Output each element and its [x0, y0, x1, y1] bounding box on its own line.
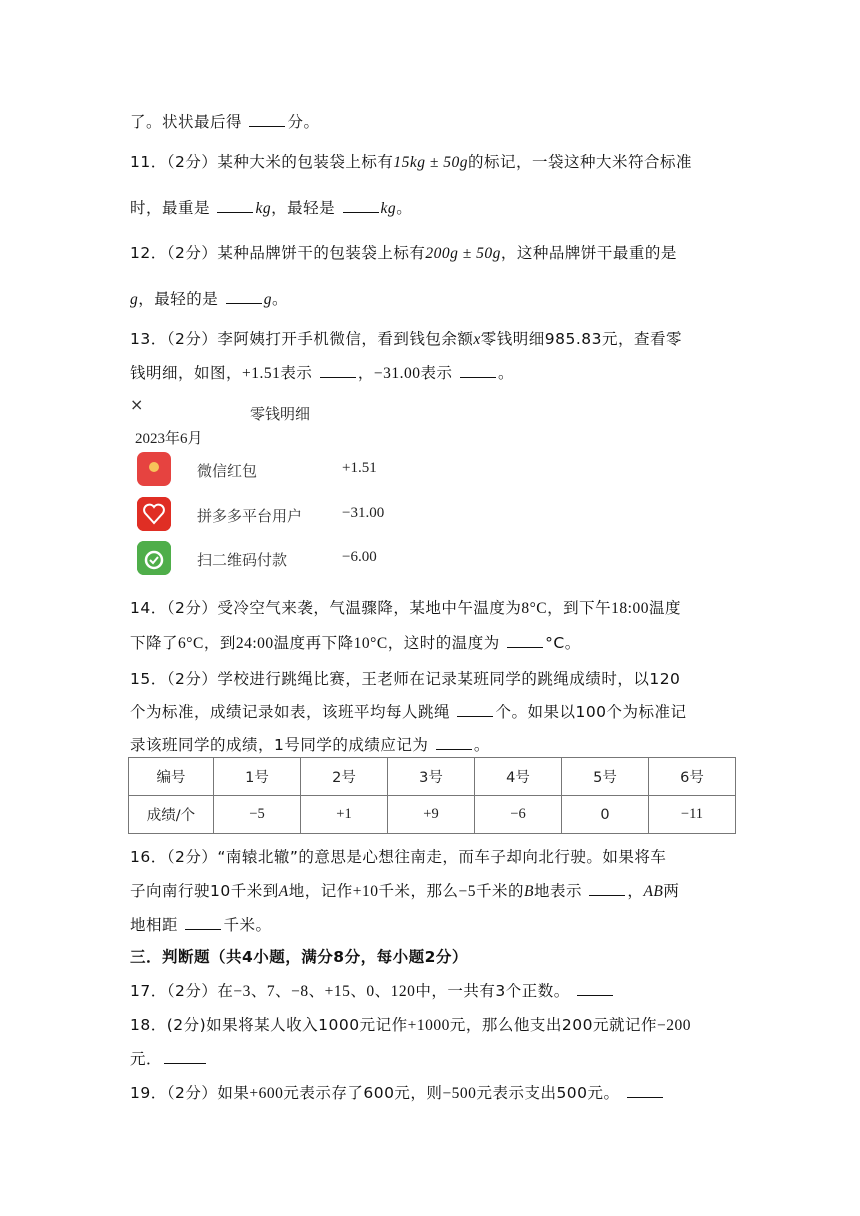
q13-line1 [130, 327, 682, 349]
table-cell: +9 [388, 796, 475, 834]
pinduoduo-icon [137, 497, 171, 531]
table-header-cell: 2号 [301, 758, 388, 796]
text: 千米。 [223, 916, 272, 934]
text: 地相距 [130, 916, 179, 934]
math-mark: 15kg ± 50g [393, 154, 468, 171]
q12-line2 [130, 287, 288, 309]
text: 两 [663, 882, 680, 900]
text: 19．（2分）如果 [130, 1084, 250, 1102]
text: 中，一共有3个正数。 [415, 982, 570, 1000]
text: 表示 [280, 364, 313, 382]
answer-blank[interactable] [217, 198, 253, 213]
wallet-row [137, 452, 427, 488]
wallet-row-label: 拼多多平台用户 [197, 507, 303, 525]
text: 温度 [648, 599, 681, 617]
value: +1.51 [242, 365, 281, 382]
table-row [129, 796, 736, 834]
table-cell: −11 [649, 796, 736, 834]
value: 24:00 [235, 635, 274, 652]
text: 12．（2分）某种品牌饼干的包装袋上标有 [130, 244, 426, 262]
q11-line2 [130, 196, 412, 218]
text: 千米的 [475, 882, 524, 900]
value: 6°C [178, 635, 204, 652]
text: 元表示支出500元。 [476, 1084, 620, 1102]
text: ，到下午 [547, 599, 612, 617]
wallet-row-label: 微信红包 [197, 462, 258, 480]
value: 8°C [521, 600, 548, 617]
value: −3、7、−8、+15、0、120 [233, 983, 416, 1000]
q15-line3 [130, 733, 490, 755]
q11-line1 [130, 150, 692, 172]
q15-line2 [130, 700, 687, 722]
unit: g [130, 291, 139, 308]
text: 钱明细，如图， [130, 364, 243, 382]
text: ，最轻是 [271, 199, 336, 217]
text: ，这种品牌饼干最重的是 [500, 244, 677, 262]
text: 的标记，一袋这种大米符合标准 [467, 153, 692, 171]
text: 录该班同学的成绩，1号同学的成绩应记为 [130, 736, 429, 754]
answer-blank[interactable] [343, 198, 379, 213]
text: 18．(2分)如果将某人收入1000元记作 [130, 1016, 408, 1034]
answer-blank[interactable] [577, 981, 613, 996]
text: 元，那么他支出200元就记作 [449, 1016, 657, 1034]
answer-blank[interactable] [589, 881, 625, 896]
value: −500 [442, 1085, 477, 1102]
q16-line3 [130, 913, 271, 935]
q12-line1 [130, 241, 677, 263]
answer-blank[interactable] [507, 633, 543, 648]
text: 。 [271, 290, 288, 308]
answer-blank[interactable] [460, 363, 496, 378]
answer-blank[interactable] [457, 702, 493, 717]
table-cell: 0 [562, 796, 649, 834]
table-cell: −5 [214, 796, 301, 834]
wallet-row [137, 541, 427, 577]
text: 14．（2分）受冷空气来袭，气温骤降，某地中午温度为 [130, 599, 522, 617]
text: °C。 [545, 634, 581, 652]
red-packet-icon [137, 452, 171, 486]
q18-line1 [130, 1013, 691, 1035]
unit: kg [255, 200, 272, 217]
text: 。 [497, 364, 514, 382]
value: 18:00 [611, 600, 649, 617]
math-var: AB [643, 883, 664, 900]
table-header-cell: 5号 [562, 758, 649, 796]
value: −31.00 [373, 365, 421, 382]
text: 16．（2分）“南辕北辙”的意思是心想往南走，而车子却向北行驶。如果将车 [130, 848, 667, 866]
answer-blank[interactable] [627, 1083, 663, 1098]
table-cell: +1 [301, 796, 388, 834]
q18-line2 [130, 1047, 208, 1069]
answer-blank[interactable] [185, 915, 221, 930]
q17-line [130, 979, 615, 1001]
text: 温度再下降 [273, 634, 354, 652]
text: 下降了 [130, 634, 179, 652]
text: 零钱明细985.83元，查看零 [480, 330, 682, 348]
math-var: B [524, 883, 534, 900]
text: ，这时的温度为 [387, 634, 500, 652]
math-var: A [278, 883, 289, 900]
text: 地表示 [533, 882, 582, 900]
text: 表示 [420, 364, 453, 382]
text: 分。 [287, 113, 320, 131]
qr-pay-icon [137, 541, 171, 575]
table-header-cell: 编号 [129, 758, 214, 796]
table-header-cell: 1号 [214, 758, 301, 796]
q14-line1 [130, 596, 681, 618]
close-icon: × [130, 395, 144, 414]
q16-line2 [130, 879, 679, 901]
wallet-row-label: 扫二维码付款 [197, 551, 288, 569]
wallet-title: 零钱明细 [250, 405, 311, 423]
value: +10 [352, 883, 379, 900]
unit: kg [380, 200, 397, 217]
wallet-row-amount: −6.00 [342, 549, 377, 565]
text: 地，记作 [288, 882, 353, 900]
text: ， [627, 882, 644, 900]
wallet-detail-screenshot [130, 395, 430, 580]
text: 了。状状最后得 [130, 113, 243, 131]
value: +600 [249, 1085, 284, 1102]
wallet-row-amount: +1.51 [342, 460, 377, 476]
q19-line [130, 1081, 665, 1103]
math-mark: 200g ± 50g [425, 245, 501, 262]
section-heading: 三．判断题（共4小题，满分8分，每小题2分） [130, 948, 468, 966]
text: 个。如果以100个为标准记 [495, 703, 687, 721]
text: 11．（2分）某种大米的包装袋上标有 [130, 153, 394, 171]
text: 个为标准，成绩记录如表，该班平均每人跳绳 [130, 703, 451, 721]
text: 时，最重是 [130, 199, 211, 217]
table-header-cell: 6号 [649, 758, 736, 796]
answer-blank[interactable] [320, 363, 356, 378]
table-header-cell: 4号 [475, 758, 562, 796]
wallet-month: 2023年6月 [135, 431, 203, 447]
table-row-label: 成绩/个 [129, 796, 214, 834]
text: 子向南行驶10千米到 [130, 882, 279, 900]
q16-line1 [130, 845, 666, 867]
text: 元． [130, 1050, 163, 1068]
text: ，到 [203, 634, 236, 652]
q10-tail [130, 110, 319, 132]
table-row [129, 758, 736, 796]
value: −200 [656, 1017, 691, 1034]
unit: g [263, 291, 272, 308]
wallet-row [137, 497, 427, 533]
math-var: x [473, 331, 481, 348]
q14-line2 [130, 631, 581, 653]
text: 。 [473, 736, 490, 754]
table-header-cell: 3号 [388, 758, 475, 796]
answer-blank[interactable] [226, 289, 262, 304]
text: 千米，那么 [378, 882, 459, 900]
value: −5 [458, 883, 476, 900]
q15-line1 [130, 667, 680, 689]
text: ，最轻的是 [138, 290, 219, 308]
text: 17．（2分）在 [130, 982, 234, 1000]
q13-line2: 钱明细，如图，+1.51表示 ，−31.00表示 。 [130, 364, 514, 382]
value: +1000 [407, 1017, 450, 1034]
table-cell: −6 [475, 796, 562, 834]
answer-blank[interactable] [436, 735, 472, 750]
answer-blank[interactable] [249, 112, 285, 127]
score-table [128, 757, 736, 834]
wallet-row-amount: −31.00 [342, 505, 385, 521]
text: 13．（2分）李阿姨打开手机微信，看到钱包余额 [130, 330, 474, 348]
answer-blank[interactable] [164, 1049, 206, 1064]
text: 元表示存了600元，则 [283, 1084, 443, 1102]
text: 。 [396, 199, 413, 217]
value: 10°C [353, 635, 388, 652]
text: 15．（2分）学校进行跳绳比赛，王老师在记录某班同学的跳绳成绩时，以120 [130, 670, 681, 688]
